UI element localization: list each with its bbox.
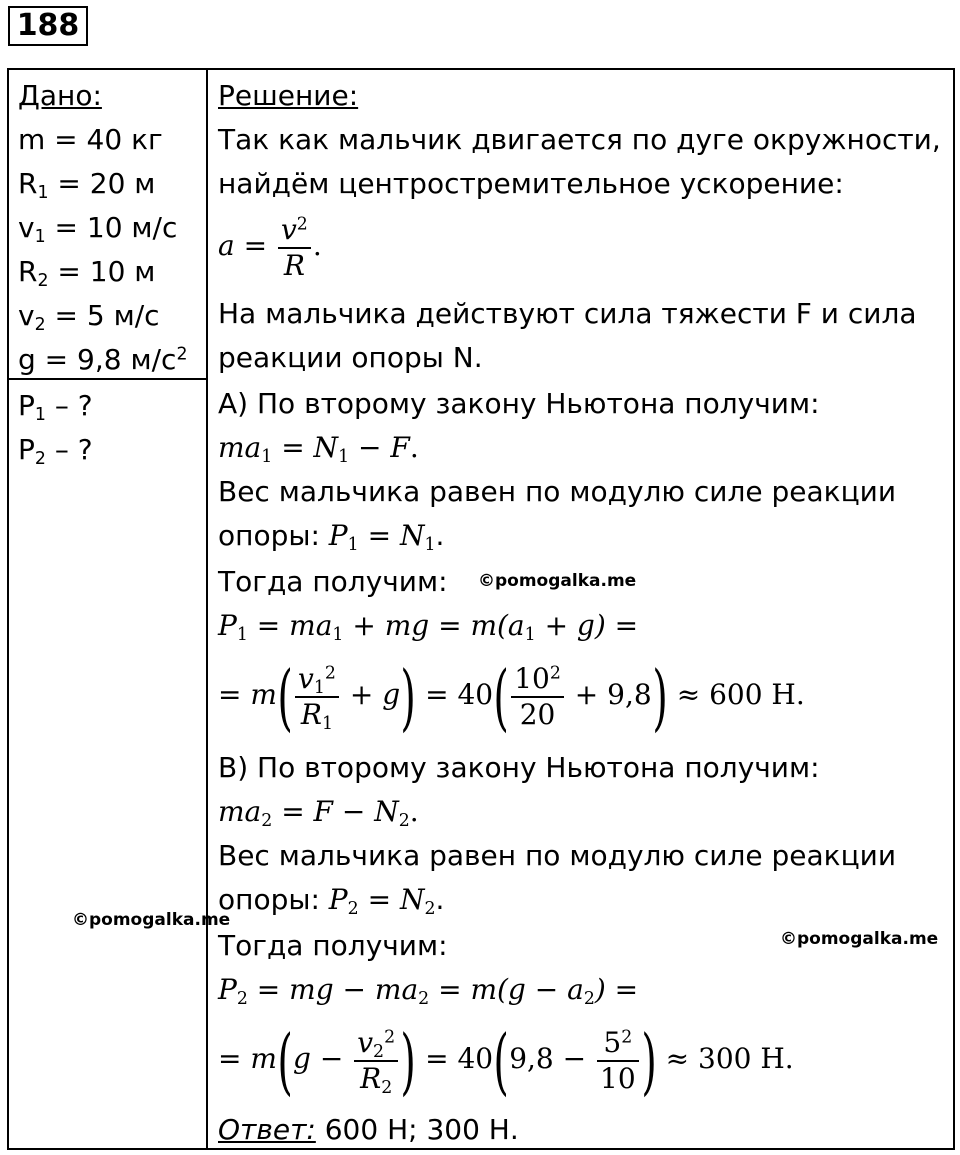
- given-item: $R_2 = 10$ м: [18, 255, 156, 292]
- then-a: Тогда получим:: [218, 565, 448, 598]
- given-header: Дано:: [18, 79, 102, 112]
- answer-line: Ответ: 600 Н; 300 Н.: [218, 1113, 519, 1146]
- watermark-2: ©pomogalka.me: [72, 910, 231, 930]
- intro-line-1: Так как мальчик двигается по дуге окружности,: [218, 123, 941, 156]
- forces-line-2: реакции опоры N.: [218, 341, 483, 374]
- p1-derivation-2: = m( $\frac{v_1^2}{R_1}$ + g) = 40( $\frac{10^2}{20}$ + 9,8) ≈ 600 Н.: [218, 654, 805, 739]
- watermark-3: ©pomogalka.me: [780, 929, 939, 949]
- given-item: $v_1 = 10$ м/с: [18, 211, 178, 248]
- given-item: m = 40 кг: [18, 123, 163, 156]
- formula-centripetal: a = $\frac{v^2}{R}$ .: [218, 212, 322, 282]
- find-item: $P_1$ – ?: [18, 389, 93, 426]
- equation-a: $ma_1 = N_1 - F$.: [218, 431, 419, 468]
- intro-line-2: найдём центростремительное ускорение:: [218, 167, 844, 200]
- then-b: Тогда получим:: [218, 929, 448, 962]
- weight-b-line-1: Вес мальчика равен по модулю силе реакции: [218, 839, 897, 872]
- p1-derivation-1: $P_1 = ma_1$ + mg = $m(a_1 + g)$ =: [218, 609, 639, 646]
- column-divider: [206, 68, 208, 1150]
- p2-derivation-1: $P_2$ = mg − $ma_2 = m(g - a_2)$ =: [218, 973, 639, 1010]
- equation-b: $ma_2 = F - N_2$.: [218, 795, 419, 832]
- p2-derivation-2: = m(g − $\frac{v_2^2}{R_2}$ ) = 40(9,8 − $\frac{5^2}{10}$ ) ≈ 300 Н.: [218, 1018, 794, 1103]
- find-item: $P_2$ – ?: [18, 433, 93, 470]
- weight-b-line-2: опоры: $P_2 = N_2$.: [218, 883, 445, 920]
- watermark-1: ©pomogalka.me: [478, 571, 637, 591]
- case-a-title: А) По второму закону Ньютона получим:: [218, 387, 820, 420]
- solution-header: Решение:: [218, 79, 359, 112]
- weight-a-line-2: опоры: $P_1 = N_1$.: [218, 519, 445, 556]
- problem-number: 188: [8, 6, 88, 46]
- weight-a-line-1: Вес мальчика равен по модулю силе реакции: [218, 475, 897, 508]
- forces-line-1: На мальчика действуют сила тяжести F и сила: [218, 297, 917, 330]
- given-item: g = 9,8 $м/с^2$: [18, 343, 188, 376]
- given-item: $v_2 = 5$ м/с: [18, 299, 160, 336]
- given-item: $R_1 = 20$ м: [18, 167, 156, 204]
- case-b-title: В) По второму закону Ньютона получим:: [218, 751, 820, 784]
